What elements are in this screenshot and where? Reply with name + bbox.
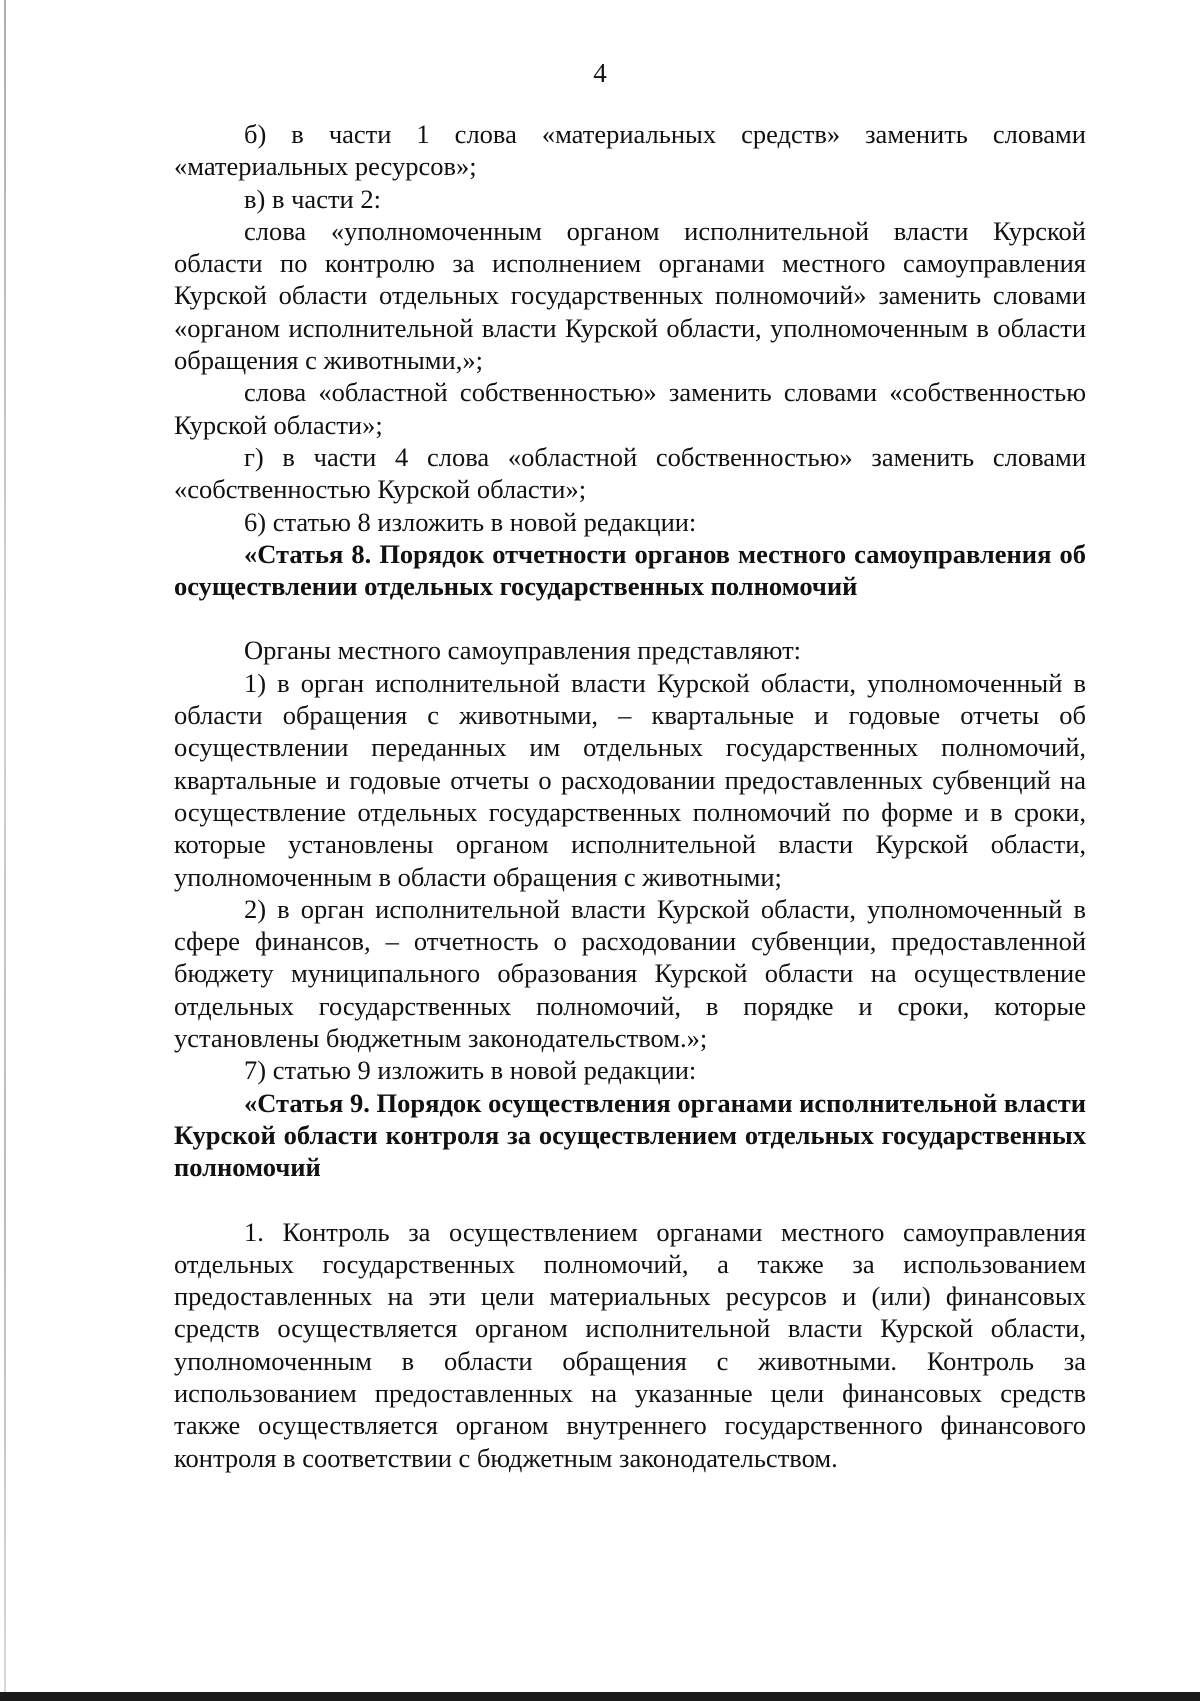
scan-bottom-edge [0,1692,1200,1701]
article-8-point-2: 2) в орган исполнительной власти Курской области, уполномоченный в сфере финансов, – отчетность о расходовании субвенции, предоставленной бюджету муниципального образования Курской области на осуществление отдельных государственных полномочий, в порядке и сроки, которые установлены бюджетным законодательством.»; [174,893,1086,1054]
paragraph-item-7: 7) статью 9 изложить в новой редакции: [244,1055,697,1086]
spacer [174,1184,1086,1216]
page-number: 4 [593,58,607,88]
paragraph-b: б) в части 1 слова «материальных средств» заменить словами «материальных ресурсов»; [174,119,1086,182]
document-body [174,118,1086,1474]
article-8-intro: Органы местного самоуправления представляют: [244,635,802,666]
paragraph-v-words-1: слова «уполномоченным органом исполнительной власти Курской области по контролю за исполнением органами местного самоуправления Курской области отдельных государственных полномочий» заменить словами «органом исполнительной власти Курской области, уполномоченным в области обращения с животными,»; [174,215,1086,376]
paragraph-v-words-2: слова «областной собственностью» заменить словами «собственностью Курской области»; [174,377,1086,440]
article-9-point-1: 1. Контроль за осуществлением органами местного самоуправления отдельных государственных полномочий, а также за использованием предоставленных на эти цели материальных ресурсов и (или) финансовых средств осуществляется органом исполнительной власти Курской области, уполномоченным в области обращения с животными. Контроль за использованием предоставленных на указанные цели финансовых средств также осуществляется органом внутреннего государственного финансового контроля в соответствии с бюджетным законодательством. [174,1216,1086,1473]
article-8-heading: «Статья 8. Порядок отчетности органов местного самоуправления об осуществлении отдельных государственных полномочий [174,538,1086,602]
spacer [174,602,1086,634]
article-9-heading: «Статья 9. Порядок осуществления органами исполнительной власти Курской области контроля за осуществлением отдельных государственных полномочий [174,1087,1086,1183]
article-8-point-1: 1) в орган исполнительной власти Курской области, уполномоченный в области обращения с животными, – квартальные и годовые отчеты об осуществлении переданных им отдельных государственных полномочий, квартальные и годовые отчеты о расходовании предоставленных субвенций на осуществление отдельных государственных полномочий по форме и в сроки, которые установлены органом исполнительной власти Курской области, уполномоченным в области обращения с животными; [174,667,1086,892]
paragraph-v: в) в части 2: [244,183,381,214]
paragraph-item-6: 6) статью 8 изложить в новой редакции: [244,506,697,537]
scan-left-edge [4,0,6,1701]
paragraph-g: г) в части 4 слова «областной собственностью» заменить словами «собственностью Курской области»; [174,441,1086,505]
